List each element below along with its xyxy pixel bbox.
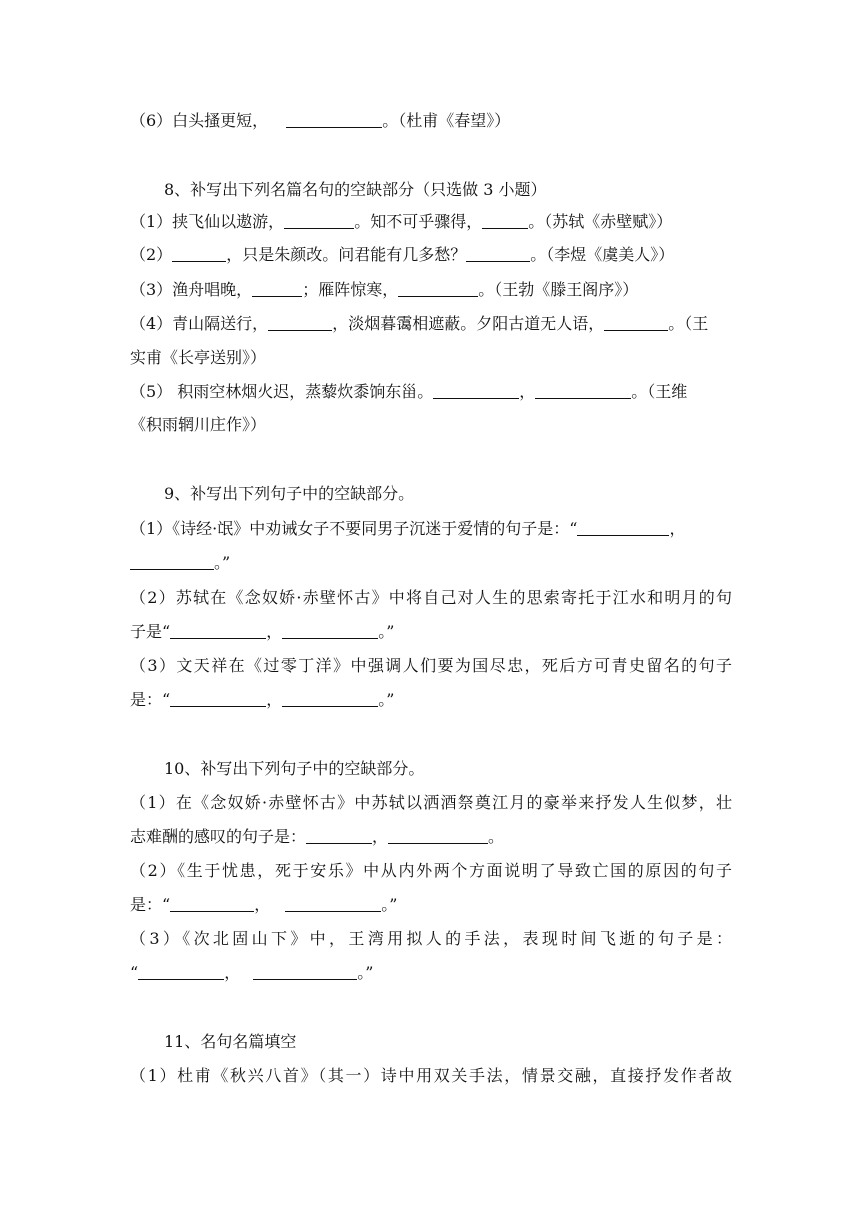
answer-blank[interactable] — [306, 827, 372, 844]
answer-blank[interactable] — [172, 245, 226, 262]
answer-blank[interactable] — [253, 963, 357, 980]
q9-item-3: （3）文天祥在《过零丁洋》中强调人们要为国尽忠，死后方可青史留名的句子 — [130, 656, 732, 675]
answer-blank[interactable] — [130, 553, 214, 570]
answer-blank[interactable] — [282, 622, 378, 639]
q10-item-3: （3）《次北固山下》中，王湾用拟人的手法，表现时间飞逝的句子是： — [130, 929, 732, 948]
answer-blank[interactable] — [286, 111, 382, 128]
answer-blank[interactable] — [138, 963, 224, 980]
q8-item-4-cont: 实甫《长亭送别》） — [130, 348, 267, 367]
q9-item-1-cont: 。” — [130, 553, 732, 573]
q11-title: 11、名句名篇填空 — [164, 1032, 297, 1051]
q9-title: 9、补写出下列句子中的空缺部分。 — [164, 484, 415, 503]
answer-blank[interactable] — [398, 280, 478, 297]
q10-item-3-cont: “ ， 。” — [130, 963, 374, 982]
q10-title: 10、补写出下列句子中的空缺部分。 — [164, 759, 425, 778]
answer-blank[interactable] — [482, 212, 528, 229]
answer-blank[interactable] — [535, 382, 631, 399]
answer-blank[interactable] — [170, 690, 266, 707]
q10-item-1-cont: 志难酬的感叹的句子是： ， 。 — [130, 827, 505, 846]
answer-blank[interactable] — [268, 314, 332, 331]
answer-blank[interactable] — [252, 280, 302, 297]
q9-item-1: （1）《诗经·氓》中劝诫女子不要同男子沉迷于爱情的句子是：“ ， — [130, 519, 686, 538]
q8-item-5: （5） 积雨空林烟火迟，蒸藜炊黍饷东甾。 ， 。（王维 — [130, 382, 688, 401]
answer-blank[interactable] — [577, 519, 669, 536]
q11-item-1: （1）杜甫《秋兴八首》（其一）诗中用双关手法，情景交融，直接抒发作者故 — [130, 1066, 732, 1085]
answer-blank[interactable] — [170, 622, 266, 639]
answer-blank[interactable] — [170, 895, 254, 912]
answer-blank[interactable] — [466, 245, 530, 262]
q10-item-1: （1）在《念奴娇·赤壁怀古》中苏轼以洒酒祭奠江月的豪举来抒发人生似梦，壮 — [130, 793, 732, 812]
q9-item-3-cont: 是：“ ， 。” — [130, 690, 395, 709]
q7-item-6: （6）白头搔更短， 。（杜甫《春望》） — [130, 111, 511, 130]
q8-item-1: （1）挟飞仙以遨游， 。知不可乎骤得， 。（苏轼《赤壁赋》） — [130, 212, 673, 231]
answer-blank[interactable] — [285, 895, 381, 912]
answer-blank[interactable] — [433, 382, 519, 399]
answer-blank[interactable] — [284, 212, 354, 229]
answer-blank[interactable] — [282, 690, 378, 707]
q8-item-2: （2） ，只是朱颜改。问君能有几多愁？ 。（李煜《虞美人》） — [130, 245, 675, 264]
q8-title: 8、补写出下列名篇名句的空缺部分（只选做 3 小题） — [164, 180, 547, 199]
q9-item-2: （2）苏轼在《念奴娇·赤壁怀古》中将自己对人生的思索寄托于江水和明月的句 — [130, 588, 732, 607]
q8-item-4: （4）青山隔送行， ，淡烟暮霭相遮蔽。夕阳古道无人语， 。（王 — [130, 314, 709, 333]
answer-blank[interactable] — [604, 314, 668, 331]
q8-item-5-cont: 《积雨辋川庄作》） — [130, 415, 267, 434]
q8-item-3: （3）渔舟唱晚， ；雁阵惊寒， 。（王勃《滕王阁序》） — [130, 280, 639, 299]
q10-item-2-cont: 是：“ ， 。” — [130, 895, 398, 914]
q9-item-2-cont: 子是“ ， 。” — [130, 622, 395, 641]
q10-item-2: （2）《生于忧患，死于安乐》中从内外两个方面说明了导致亡国的原因的句子 — [130, 861, 732, 880]
answer-blank[interactable] — [388, 827, 488, 844]
